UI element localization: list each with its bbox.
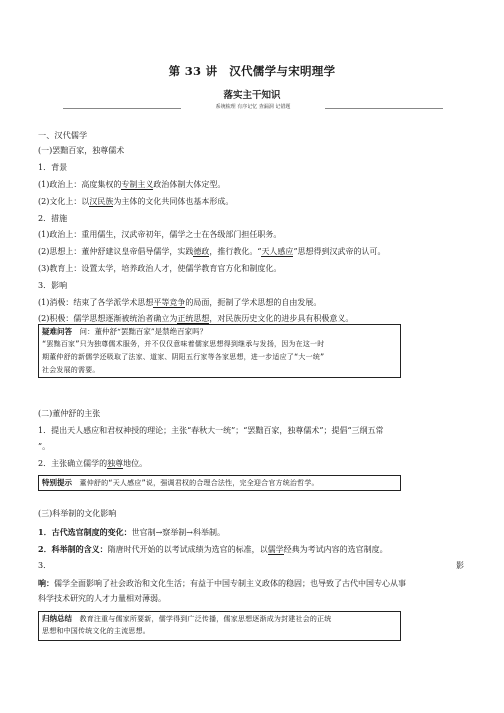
- summary-text: 教育注重与儒家所要新，儒学得到广泛传播，儒家思想逐渐成为封建社会的正统: [79, 615, 332, 623]
- keju-impact-line1: 响：儒学全面影响了社会政治和文化生活；有益于中国专制主义政体的稳固；也导致了古代中国专心从事: [38, 578, 406, 588]
- heading-keju: (三)科举制的文化影响: [38, 509, 117, 518]
- qa-answer-line: 社会发展的需要。: [42, 366, 100, 374]
- bg-politics: (1)政治上：高度集权的专制主义政治体制大体定型。: [38, 180, 226, 189]
- section-banner-title: 落实主干知识: [223, 90, 281, 101]
- heading-dong-zhongshu: (二)董仲舒的主张: [38, 409, 101, 418]
- rule-right: [325, 108, 443, 109]
- summary-row: [42, 614, 332, 624]
- dong-claim-1-cont: ”。: [38, 442, 51, 451]
- heading-impact: 3．影响: [38, 281, 68, 290]
- qa-question: 问：董仲舒“罢黜百家”是禁绝百家吗？: [79, 327, 208, 336]
- special-tip-text: 董仲舒的“天人感应”说，强调君权的合理合法性，完全迎合官方统治哲学。: [79, 479, 319, 487]
- banner-rule: [63, 104, 443, 114]
- summary-box: [38, 611, 401, 641]
- heading-background: 1．背景: [38, 163, 68, 172]
- summary-tag: 归纳总结: [42, 614, 72, 623]
- page-title: 第 33 讲 汉代儒学与宋明理学: [168, 64, 336, 78]
- keju-impact-number: 3．: [38, 561, 52, 570]
- measure-thought: (2)思想上：董仲舒建议皇帝倡导儒学，实践德政，推行教化。“天人感应”思想得到汉武帝的认可。: [38, 247, 386, 256]
- heading-measures: 2．措施: [38, 214, 68, 223]
- measure-education: (3)教育上：设置太学，培养政治人才，使儒学教育官方化和制度化。: [38, 264, 282, 273]
- impact-negative: (1)消极：结束了各学派学术思想平等竞争的局面，扼制了学术思想的自由发展。: [38, 298, 322, 307]
- keju-impact-break: 影: [456, 561, 464, 570]
- subheading-ba-chu: (一)罢黜百家，独尊儒术: [38, 146, 125, 155]
- qa-tag: 疑难问答: [42, 327, 72, 336]
- keju-change: 1．古代选官制度的变化：世官制→察举制→科举制。: [38, 527, 225, 537]
- keju-impact-line2: 科学技术研究的人才力量相对薄弱。: [38, 594, 166, 603]
- rule-left: [63, 108, 181, 109]
- qa-answer-line: “罢黜百家”只为独尊儒术服务，并不仅仅意味着儒家思想得到继承与发扬，因为在这一时: [42, 340, 325, 348]
- heading-han-confucianism: 一、汉代儒学: [38, 130, 88, 140]
- summary-text-line2: 思想和中国传统文化的主流思想。: [42, 627, 150, 635]
- qa-question-row: [42, 327, 207, 336]
- impact-positive: (2)积极：儒学思想逐渐被统治者确立为正统思想，对民族历史文化的进步具有积极意义。: [38, 314, 354, 323]
- special-tip-box: [38, 475, 401, 491]
- dong-claim-1: 1．提出天人感应和君权神授的理论；主张“春秋大一统”；“罢黜百家，独尊儒术”；提倡“三纲五常: [38, 426, 384, 435]
- qa-box: [38, 324, 401, 378]
- measure-politics: (1)政治上：重用儒生，汉武帝初年，儒学之士在各级部门担任职务。: [38, 230, 282, 239]
- special-tip-row: [42, 478, 319, 488]
- keju-meaning: 2．科举制的含义：隋唐时代开始的以考试成绩为选官的标准，以儒学经典为考试内容的选官制度。: [38, 544, 388, 554]
- banner-tagline: 系统梳理 有序记忆 查漏洞 记错题: [215, 104, 291, 110]
- dong-claim-2: 2．主张确立儒学的独尊地位。: [38, 459, 148, 468]
- bg-culture: (2)文化上：以汉民族为主体的文化共同体也基本形成。: [38, 197, 234, 206]
- special-tip-tag: 特别提示: [42, 478, 72, 487]
- qa-answer-line: 期董仲舒的新儒学还吸取了法家、道家、阴阳五行家等各家思想，进一步适应了“大一统”: [42, 353, 325, 361]
